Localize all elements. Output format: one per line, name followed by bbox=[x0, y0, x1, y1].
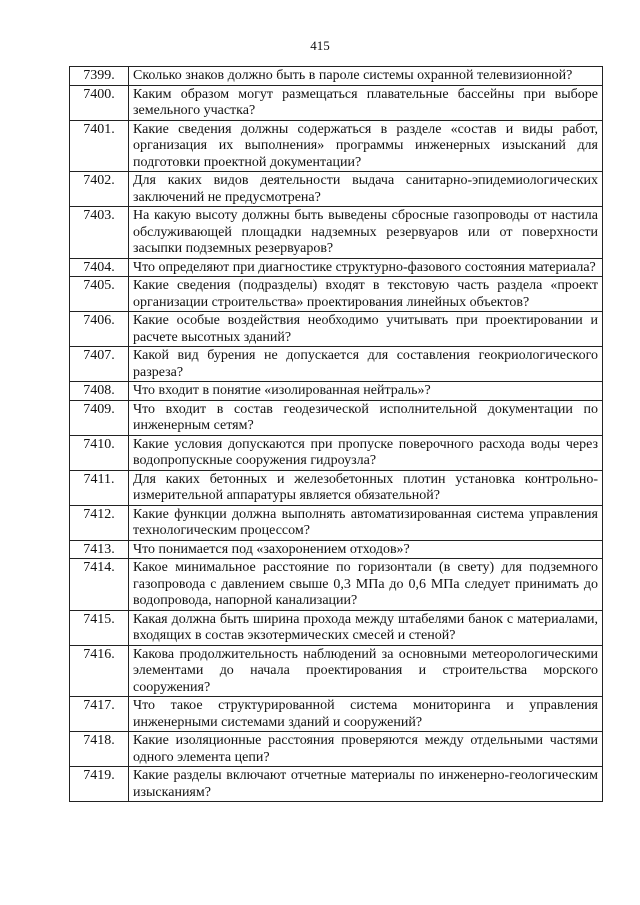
table-row bbox=[70, 172, 603, 207]
question-number: 7408. bbox=[70, 382, 129, 401]
question-text: Какие сведения (подразделы) входят в текстовую часть раздела «проект организации строительства» проектирования линейных объектов? bbox=[129, 277, 603, 312]
question-number: 7404. bbox=[70, 258, 129, 277]
table-row bbox=[70, 85, 603, 120]
question-number: 7416. bbox=[70, 645, 129, 697]
question-number: 7409. bbox=[70, 400, 129, 435]
table-row bbox=[70, 277, 603, 312]
page-number: 415 bbox=[310, 38, 330, 53]
question-number: 7413. bbox=[70, 540, 129, 559]
table-row bbox=[70, 207, 603, 259]
question-text: Какие функции должна выполнять автоматизированная система управления технологическим процессом? bbox=[129, 505, 603, 540]
question-text: Какие сведения должны содержаться в разделе «состав и виды работ, организация их выполнения» программы инженерных изысканий для подготовки проектной документации? bbox=[129, 120, 603, 172]
question-number: 7414. bbox=[70, 559, 129, 611]
question-text: Что входит в состав геодезической исполнительной документации по инженерным сетям? bbox=[129, 400, 603, 435]
question-number: 7418. bbox=[70, 732, 129, 767]
table-row bbox=[70, 435, 603, 470]
table-row bbox=[70, 697, 603, 732]
question-number: 7402. bbox=[70, 172, 129, 207]
table-row bbox=[70, 767, 603, 802]
table-row bbox=[70, 120, 603, 172]
question-number: 7417. bbox=[70, 697, 129, 732]
question-text: Какой вид бурения не допускается для составления геокриологического разреза? bbox=[129, 347, 603, 382]
table-row bbox=[70, 559, 603, 611]
table-row bbox=[70, 258, 603, 277]
question-number: 7405. bbox=[70, 277, 129, 312]
question-number: 7415. bbox=[70, 610, 129, 645]
question-text: На какую высоту должны быть выведены сбросные газопроводы от настила обслуживающей площадки надземных резервуаров или от поверхности засыпки подземных резервуаров? bbox=[129, 207, 603, 259]
question-number: 7411. bbox=[70, 470, 129, 505]
table-row bbox=[70, 382, 603, 401]
question-text: Что понимается под «захоронением отходов»? bbox=[129, 540, 603, 559]
question-text: Какие изоляционные расстояния проверяются между отдельными частями одного элемента цепи? bbox=[129, 732, 603, 767]
questions-table bbox=[69, 66, 603, 802]
question-text: Что такое структурированной система мониторинга и управления инженерными системами зданий и сооружений? bbox=[129, 697, 603, 732]
question-number: 7406. bbox=[70, 312, 129, 347]
table-row bbox=[70, 400, 603, 435]
table-row bbox=[70, 347, 603, 382]
question-text: Для каких видов деятельности выдача санитарно-эпидемиологических заключений не предусмотрена? bbox=[129, 172, 603, 207]
table-row bbox=[70, 312, 603, 347]
question-text: Сколько знаков должно быть в пароле системы охранной телевизионной? bbox=[129, 67, 603, 86]
question-text: Для каких бетонных и железобетонных плотин установка контрольно-измерительной аппаратуры является обязательной? bbox=[129, 470, 603, 505]
question-number: 7399. bbox=[70, 67, 129, 86]
question-number: 7400. bbox=[70, 85, 129, 120]
table-row bbox=[70, 540, 603, 559]
question-text: Какая должна быть ширина прохода между штабелями банок с материалами, входящих в состав экзотермических смесей и стеной? bbox=[129, 610, 603, 645]
question-text: Какие особые воздействия необходимо учитывать при проектировании и расчете высотных зданий? bbox=[129, 312, 603, 347]
question-number: 7403. bbox=[70, 207, 129, 259]
question-number: 7410. bbox=[70, 435, 129, 470]
table-row bbox=[70, 645, 603, 697]
question-number: 7401. bbox=[70, 120, 129, 172]
question-text: Каким образом могут размещаться плавательные бассейны при выборе земельного участка? bbox=[129, 85, 603, 120]
question-number: 7419. bbox=[70, 767, 129, 802]
table-row bbox=[70, 732, 603, 767]
question-text: Что определяют при диагностике структурно-фазового состояния материала? bbox=[129, 258, 603, 277]
question-text: Какие разделы включают отчетные материалы по инженерно-геологическим изысканиям? bbox=[129, 767, 603, 802]
question-text: Какова продолжительность наблюдений за основными метеорологическими элементами до начала проектирования и строительства морского сооружения? bbox=[129, 645, 603, 697]
question-text: Какое минимальное расстояние по горизонтали (в свету) для подземного газопровода с давлением свыше 0,3 МПа до 0,6 МПа следует принимать до водопровода, напорной канализации? bbox=[129, 559, 603, 611]
table-row bbox=[70, 470, 603, 505]
question-text: Какие условия допускаются при пропуске поверочного расхода воды через водопропускные сооружения гидроузла? bbox=[129, 435, 603, 470]
question-text: Что входит в понятие «изолированная нейтраль»? bbox=[129, 382, 603, 401]
table-row bbox=[70, 610, 603, 645]
table-row bbox=[70, 67, 603, 86]
question-number: 7412. bbox=[70, 505, 129, 540]
question-number: 7407. bbox=[70, 347, 129, 382]
table-row bbox=[70, 505, 603, 540]
